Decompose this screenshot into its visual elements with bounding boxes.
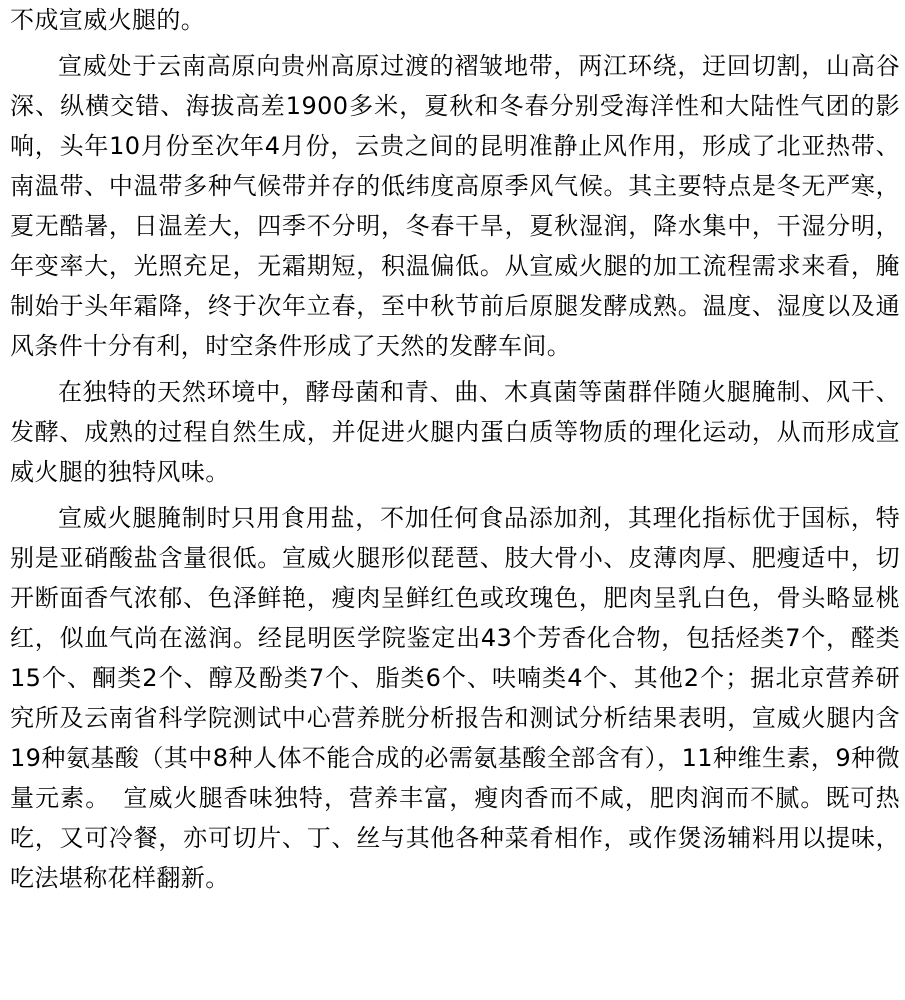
- paragraph-continuation: 不成宣威火腿的。: [10, 6, 206, 34]
- paragraph-fermentation: 在独特的天然环境中，酵母菌和青、曲、木真菌等菌群伴随火腿腌制、风干、发酵、成熟的过程自然生成，并促进火腿内蛋白质等物质的理化运动，从而形成宣威火腿的独特风味。: [10, 378, 900, 486]
- paragraph-climate: 宣威处于云南高原向贵州高原过渡的褶皱地带，两江环绕，迂回切割，山高谷深、纵横交错、海拔高差1900多米，夏秋和冬春分别受海洋性和大陆性气团的影响，头年10月份至次年4月份，云贵之间的昆明准静止风作用，形成了北亚热带、南温带、中温带多种气候带并存的低纬度高原季风气候。其主要特点是冬无严寒，夏无酷暑，日温差大，四季不分明，冬春干旱，夏秋湿润，降水集中，干湿分明，年变率大，光照充足，无霜期短，积温偏低。从宣威火腿的加工流程需求来看，腌制始于头年霜降，终于次年立春，至中秋节前后原腿发酵成熟。温度、湿度以及通风条件十分有利，时空条件形成了天然的发酵车间。: [10, 52, 900, 360]
- paragraph-quality: 宣威火腿腌制时只用食用盐，不加任何食品添加剂，其理化指标优于国标，特别是亚硝酸盐含量很低。宣威火腿形似琵琶、肢大骨小、皮薄肉厚、肥瘦适中，切开断面香气浓郁、色泽鲜艳，瘦肉呈鲜红色或玫瑰色，肥肉呈乳白色，骨头略显桃红，似血气尚在滋润。经昆明医学院鉴定出43个芳香化合物，包括烃类7个，醛类15个、酮类2个、醇及酚类7个、脂类6个、呋喃类4个、其他2个；据北京营养研究所及云南省科学院测试中心营养胱分析报告和测试分析结果表明，宣威火腿内含19种氨基酸（其中8种人体不能合成的必需氨基酸全部含有），11种维生素，9种微量元素。 宣威火腿香味独特，营养丰富，瘦肉香而不咸，肥肉润而不腻。既可热吃，又可冷餐，亦可切片、丁、丝与其他各种菜肴相作，或作煲汤辅料用以提味，吃法堪称花样翻新。: [10, 504, 900, 892]
- article-body: [10, 0, 900, 898]
